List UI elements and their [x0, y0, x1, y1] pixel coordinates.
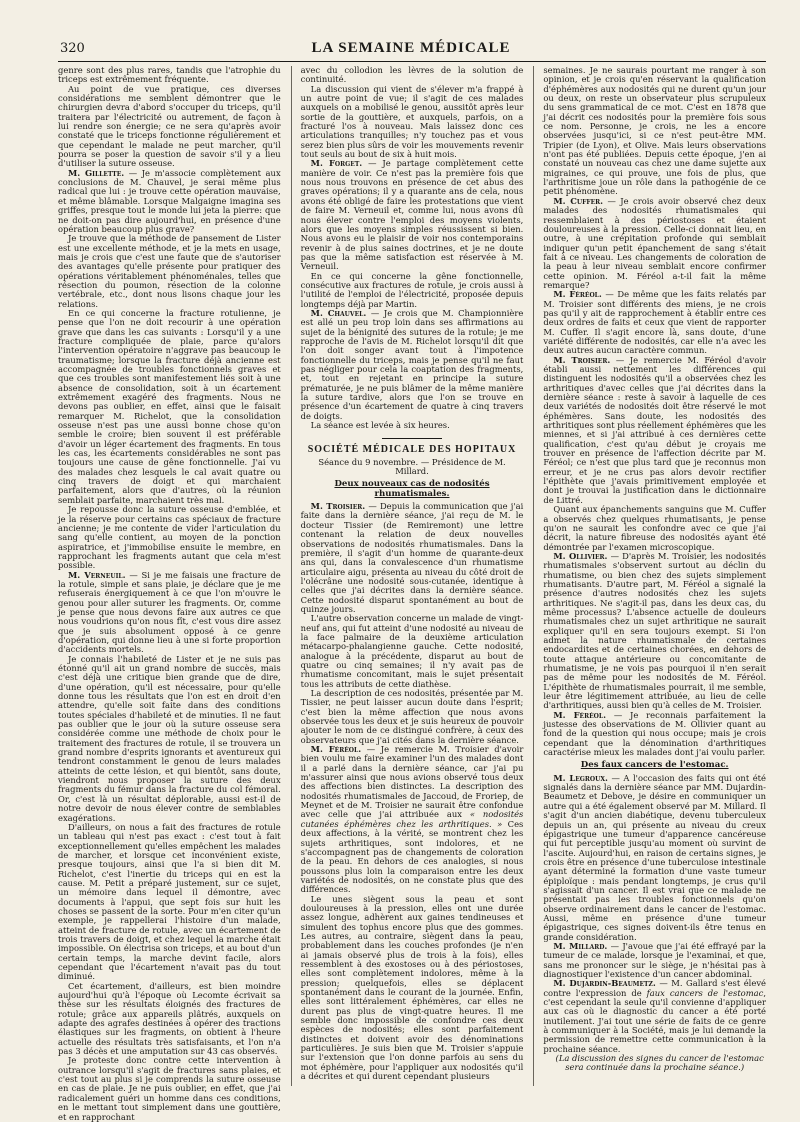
speech-text: Ces deux affections, à la vérité, se montrent chez les sujets arthritiques, sont indolores, et ne s'accompagnent pas de changements de coloration de la peau. En dehors de ces analogies, si nous poussons plus loin la comparaison entre les deux variétés de nodosités, on ne constate plus que des différences.	[300, 818, 524, 895]
speech-text: — Je remercie M. Féréol d'avoir établi aussi nettement les différences qui distinguent les nodosités qu'il a observées chez les arthritiques d'avec celles que j'ai décrites dans la dernière séance : reste à savoir à laquelle de ces deux variétés de nodosités doit être réservé le mot éphémères. Sans doute, les nodosités des arthritiques sont plus réellement éphémères que les miennes, et si j'ai attribué à ces dernières cette qualification, c'est qu'au début je croyais me trouver en présence de l'affection décrite par M. Féréol; ce n'est que plus tard que je reconnus mon erreur, et je ne crus pas alors devoir rectifier l'épithète que j'avais primitivement employée et dont je trouvai la justification dans le dictionnaire de Littré.	[543, 354, 767, 505]
speaker-name: M. Féréol.	[553, 709, 607, 720]
paragraph	[543, 197, 766, 290]
speaker-name: M. Forget.	[310, 158, 363, 169]
paragraph	[543, 711, 766, 758]
speaker-name: M. Féréol.	[553, 289, 602, 300]
speaker-name: M. Millard.	[553, 940, 608, 951]
closing-note-text: (La discussion des signes du cancer de l'estomac sera continuée dans la prochaine séance.)	[555, 1053, 764, 1073]
quoted-term: « nodosités cutanées éphémères chez les arthritiques. »	[300, 809, 524, 829]
speaker-name: M. Dujardin-Beaumetz.	[553, 978, 656, 989]
speaker-name: M. Legroux.	[553, 772, 608, 783]
speech-text: , c'est cependant la seule qu'il convienne d'appliquer aux cas où le diagnostic du cancer a été porté inutilement. J'ai tout une série de faits de ce genre à communiquer à la Société, mais je lui demande la permission de remettre cette communication à la prochaine séance.	[543, 987, 767, 1054]
paragraph: La description de ces nodosités, présentée par M. Tissier, ne peut laisser aucun doute dans l'esprit; c'est bien la même affection que nous avons observée tous les deux et je suis heureux de pouvoir ajouter le nom de ce distingué confrère, à ceux des observateurs que j'ai cités dans la dernière séance.	[300, 688, 524, 745]
paragraph	[543, 774, 766, 942]
session-line: Séance du 9 novembre. — Présidence de M. Millard.	[318, 456, 506, 477]
page-number: 320	[60, 41, 85, 56]
speaker-name: M. Troisier.	[553, 354, 611, 365]
paragraph	[301, 309, 524, 421]
column-2	[291, 66, 524, 1086]
paragraph: D'ailleurs, on nous a fait des fractures de rotule un tableau qui n'est pas exact : c'est tout à fait exceptionnellement qu'elles empêchent les malades de marcher, et lorsque cet inconvénient existe, presque toujours, ainsi que l'a si bien dit M. Richelot, c'est l'inertie du triceps qui en est la cause. M. Petit a préparé justement, sur ce sujet, un mémoire dans lequel il démontre, avec documents à l'appui, que sept fois sur huit les choses se passent de la sorte. Pour m'en citer qu'un exemple, je rappellerai l'histoire d'un malade, atteint de fracture de rotule, avec un écartement de trois travers de doigt, et chez lequel la marche était impossible. On électrisa son triceps, et au bout d'un certain temps, la marche devint facile, alors cependant que l'écartement n'avait pas du tout diminué.	[58, 821, 281, 982]
section-subtitle: Deux nouveaux cas de nodosités rhumatismales.	[334, 479, 490, 499]
column-3	[533, 66, 766, 1086]
paragraph	[58, 571, 281, 655]
column-1	[58, 65, 281, 1122]
section-divider	[382, 438, 442, 439]
speech-text: — J'avoue que j'ai été effrayé par la tumeur de ce malade, lorsque je l'examinai, et que, sans me prononcer sur le siège, je n'hésitai pas à diagnostiquer l'existence d'un cancer abdominal.	[543, 940, 767, 979]
speaker-name: M. Ollivier.	[553, 550, 608, 561]
speech-text: — Depuis la communication que j'ai faite dans la dernière séance, j'ai reçu de M. le docteur Tissier (de Remiremont) une lettre contenant la relation de deux nouvelles observations de nodosités rhumatismales. Dans la première, il s'agit d'un homme de quarante-deux ans qui, dans la convalescence d'un rhumatisme articulaire aigu, présenta au niveau du côté droit de l'olécrâne une nodosité sous-cutanée, identique à celles que j'ai décrites dans la dernière séance. Cette nodosité disparut spontanément au bout de quinze jours.	[300, 501, 524, 614]
paragraph	[58, 169, 281, 234]
page-header	[58, 40, 766, 62]
speaker-name: M. Cuffer.	[553, 195, 604, 206]
paragraph: La séance est levée à six heures.	[310, 420, 450, 431]
speech-text: — Je reconnais parfaitement la justesse des observations de M. Ollivier quant au fond de la question qui nous occupe; mais je crois cependant que la dénomination d'arthritiques caractérise mieux les malades dont j'ai voulu parler.	[543, 709, 767, 758]
text-columns	[58, 65, 767, 1122]
speech-text: — De même que les faits relatés par M. Troisier sont différents des miens, je ne crois pas qu'il y ait de rapprochement à établir entre ces deux ordres de faits et ceux que vient de rapporter M. Cuffer. Il s'agit encore là, sans doute, d'une variété différente de nodosités, car elle n'a avec les deux autres aucun caractère commun.	[543, 289, 767, 356]
speaker-name: M. Féréol.	[310, 744, 362, 755]
paragraph: En ce qui concerne la gêne fonctionnelle, consécutive aux fractures de rotule, je crois aussi à l'utilité de l'emploi de l'électricité, proposée depuis longtemps déjà par Martin.	[300, 270, 524, 309]
closing-note	[543, 1054, 766, 1073]
speaker-name: M. Troisier.	[310, 501, 366, 512]
paragraph: L'autre observation concerne un malade de vingt-neuf ans, qui fut atteint d'une nodosité au niveau de la face palmaire de la deuxième articulation métacarpo-phalangienne gauche. Cette nodosité, analogue à la précédente, disparut au bout de quatre ou cinq semaines; il n'y avait pas de rhumatisme concomitant, mais le sujet présentait tous les attributs de cette diathèse.	[300, 613, 524, 689]
paragraph	[301, 745, 524, 895]
paragraph: Au point de vue pratique, ces diverses considérations me semblent démontrer que le chirurgien devra d'abord s'occuper du triceps, qu'il traitera par l'électricité ou autrement, de façon à lui rendre son énergie; ce ne sera qu'après avoir constaté que le triceps fonctionne régulièrement et que cependant le malade ne peut marcher, qu'il pourra se poser la question de savoir s'il y a lieu d'utiliser la suture osseuse.	[58, 83, 281, 169]
paragraph	[301, 502, 524, 614]
speech-text: — D'après M. Troisier, les nodosités rhumatismales s'observent surtout au déclin du rhumatisme, ou bien chez des sujets simplement rhumatisants. D'autre part, M. Féréol a signalé la présence d'autres nodosités chez les sujets arthritiques. Ne s'agit-il pas, dans les deux cas, du même processus? L'absence actuelle de douleurs rhumatismales chez un sujet arthritique ne saurait expliquer qu'il en sera toujours exempt. Si l'on admet la nature rhumatismale de certaines endocardites et de certaines chorées, en dehors de toute attaque antérieure ou concomitante de rhumatisme, je ne vois pas pourquoi il n'en serait pas de même pour les nodosités de M. Féréol. L'épithète de rhumatismales pourrait, il me semble, leur être légitimement attribuée, au lieu de celle d'arthritiques, aussi bien qu'à celles de M. Troisier.	[543, 550, 767, 711]
paragraph: genre sont des plus rares, tandis que l'atrophie du triceps est extrêmement fréquente.	[58, 65, 281, 85]
paragraph: Je trouve que la méthode de pansement de Lister est une excellente méthode, et je la mets en usage, mais je crois que c'est une faute que de s'autoriser des avantages qu'elle présente pour pratiquer des opérations véritablement phénoménales, telles que résection du poumon, résection de la colonne vertébrale, etc., dont nous lisons chaque jour les relations.	[58, 233, 281, 309]
paragraph	[543, 356, 766, 506]
speech-text: — Je crois avoir observé chez deux malades des nodosités rhumatismales qui ressemblaient à des périostoses et étaient douloureuses à la pression. Celle-ci donnait lieu, en outre, à une crépitation profonde qui semblait indiquer qu'un petit épanchement de sang s'était fait à ce niveau. Les changements de coloration de la peau à leur niveau semblait encore confirmer cette opinion. M. Féréol a-t-il fait la même remarque?	[543, 195, 767, 290]
quoted-term: faux cancers de l'estomac	[646, 987, 764, 998]
paragraph: Quant aux épanchements sanguins que M. Cuffer a observés chez quelques rhumatisants, je pense qu'on ne saurait les confondre avec ce que j'ai décrit, la nature fibreuse des nodosités ayant été démontrée par l'examen microscopique.	[543, 504, 767, 552]
speech-text: — Je partage complètement cette manière de voir. Ce n'est pas la première fois que nous nous trouvons en présence de cet abus des graves opérations; il y a quarante ans de cela, nous avons été obligé de faire les protestations que vient de faire M. Verneuil et, comme lui, nous avons dû nous élever contre l'emploi des moyens violents, alors que les moyens simples réussissent si bien. Nous avons eu le plaisir de voir nos contemporains revenir à de plus saines doctrines, et je ne doute pas que la même satisfaction est réservée à M. Verneuil.	[300, 158, 524, 272]
speaker-name: M. Verneuil.	[68, 569, 126, 580]
paragraph: En ce qui concerne la fracture rotulienne, je pense que l'on ne doit recourir à une opération grave que dans les cas suivants : Lorsqu'il y a une fracture compliquée de plaie, parce qu'alors l'intervention opératoire n'aggrave pas beaucoup le traumatisme; lorsque la fracture déjà ancienne est accompagnée de troubles fonctionnels graves et que ces troubles sont manifestement liés soit à une absence de consolidation, soit à un écartement extrêmement exagéré des fragments. Nous ne devons pas oublier, en effet, ainsi que le faisait remarquer M. Richelot, que la consolidation osseuse n'est pas une aussi bonne chose qu'on semble le croire; bien souvent il est préférable d'avoir un léger écartement des fragments. En tous les cas, les écartements considérables ne sont pas toujours une cause de gêne fonctionnelle. J'ai vu des malades chez lesquels le cal avait quatre ou cinq travers de doigt et qui marchaient parfaitement, alors que d'autres, où la réunion semblait parfaite, marchaient très mal.	[58, 307, 281, 505]
paragraph: Le unes siègent sous la peau et sont douloureuses à la pression, elles ont une durée assez longue, adhèrent aux gaines tendineuses et simulent des tophus encore plus que des gommes. Les autres, au contraire, siègent dans la peau, probablement dans les couches profondes (je n'en ai jamais observé plus de trois à la fois), elles ressemblent à des exostoses ou à des périostoses, elles sont complètement indolores, même à la pression; quelquefois, elles se déplacent spontanément dans le courant de la journée. Enfin, elles sont littéralement éphémères, car elles ne durent pas plus de vingt-quatre heures. Il me semble donc impossible de confondre ces deux espèces de nodosités; elles sont parfaitement distinctes et doivent avoir des dénominations particulières. Je suis bien que M. Troisier s'appuie sur l'extension que l'on donne parfois au sens du mot éphémère, pour l'appliquer aux nodosités qu'il a décrites et qui durent cependant plusieurs	[300, 893, 524, 1082]
speech-text: — Si je me faisais une fracture de la rotule, simple et sans plaie, je déclare que je me refuserais énergiquement à ce que l'on m'ouvre le genou pour aller suturer les fragments. Or, comme je pense que nous devons faire aux autres ce que nous voudrions qu'on nous fît, c'est vous dire assez que je suis absolument opposé à ce genre d'opération, qui donne lieu à une si forte proportion d'accidents mortels.	[58, 569, 281, 655]
speech-text: — A l'occasion des faits qui ont été signalés dans la dernière séance par MM. Dujardin-Beaumetz et Debove, je désire en communiquer un autre qui a été également observé par M. Millard. Il s'agit d'un ancien diabétique, devenu tuberculeux depuis un an, qui présente au niveau du creux épigastrique une tumeur d'apparence cancéreuse qui fut perceptible jusqu'au moment où survint de l'ascite. Aujourd'hui, en raison de certains signes, je crois être en présence d'une tuberculose intestinale ayant déterminé la formation d'une vaste tumeur épiploïque : mais pendant longtemps, je crus qu'il s'agissait d'un cancer. Il est vrai que ce malade ne présentait pas les troubles fonctionnels qu'on observe ordinairement dans le cancer de l'estomac. Aussi, même en présence d'une tumeur épigastrique, ces signes doivent-ils être tenus en grande considération.	[543, 772, 767, 942]
section-subtitle: Des faux cancers de l'estomac.	[580, 760, 729, 771]
paragraph: Je repousse donc la suture osseuse d'emblée, et je la réserve pour certains cas spéciaux de fracture ancienne; je me contente de vider l'articulation du sang qu'elle contient, au moyen de la ponction aspiratrice, et j'immobilise ensuite le membre, en rapprochant les fragments autant que cela m'est possible.	[58, 504, 281, 571]
speech-text: — Je remercie M. Troisier d'avoir bien voulu me faire examiner l'un des malades dont il a parlé dans la dernière séance, car j'ai pu m'assurer ainsi que nous avions observé tous deux des affections bien distinctes. La description des nodosités rhumatismales de Jaccoud, de Froriep, de Meynet et de M. Troisier ne saurait être confondue avec celle que j'ai attribuée aux	[300, 744, 524, 820]
paragraph	[543, 290, 766, 355]
paragraph: Je connais l'habileté de Lister et je ne suis pas étonné qu'il ait un grand nombre de succès, mais c'est déjà une critique bien grande que de dire, d'une opération, qu'il est nécessaire, pour qu'elle donne tous les résultats que l'on est en droit d'en attendre, qu'elle soit faite dans des conditions toutes spéciales d'habileté et de minuties. Il ne faut pas oublier que le jour où la suture osseuse sera considérée comme une méthode de choix pour le traitement des fractures de rotule, il se trouvera un grand nombre d'esprits ignorants et aventureux qui tendront constamment le genou de leurs malades atteints de cette lésion, et qui bientôt, sans doute, viendront nous proposer la suture des deux fragments du fémur dans la fracture du col fémoral. Or, c'est là un résultat déplorable, aussi est-il de notre devoir de nous élever contre de semblables exagérations.	[58, 653, 281, 823]
paragraph	[543, 552, 766, 711]
paragraph	[301, 159, 524, 271]
paragraph: Cet écartement, d'ailleurs, est bien moindre aujourd'hui qu'à l'époque où Lecomte écrivait sa thèse sur les résultats éloignés des fractures de rotule; grâce aux appareils plâtrés, auxquels on adapte des agrafes destinées à opérer des tractions élastiques sur les fragments, on obtient à l'heure actuelle des résultats très satisfaisants, et l'on n'a pas 3 décès et une amputation sur 43 cas observés.	[58, 980, 281, 1057]
speech-text: — Je crois que M. Championnière est allé un peu trop loin dans ses affirmations au sujet de la bénignité des sutures de la rotule; je me rapproche de l'avis de M. Richelot lorsqu'il dit que l'on doit songer avant tout à l'impotence fonctionnelle du triceps, mais je pense qu'il ne faut pas négliger pour cela la coaptation des fragments, et, tout en rejetant en principe la suture prématurée, je ne puis blâmer de la même manière la suture tardive, alors que l'on se trouve en présence d'un écartement de quatre à cinq travers de doigts.	[300, 307, 524, 421]
speaker-name: M. Chauvel.	[310, 307, 367, 318]
speech-text: — M. Gallard s'est élevé contre l'expression de	[543, 978, 767, 998]
paragraph: avec du collodion les lèvres de la solution de continuité.	[300, 65, 524, 85]
paragraph: semaines. Je ne saurais pourtant me ranger à son opinion, et je crois qu'en réservant la qualification d'éphémères aux nodosités qui ne durent qu'un jour ou deux, on reste un observateur plus scrupuleux du sens grammatical de ce mot. C'est en 1878 que j'ai décrit ces nodosités pour la première fois sous ce nom. Personne, je crois, ne les a encore observées jusqu'ici, si ce n'est peut-être MM. Tripier (de Lyon), et Olive. Mais leurs observations n'ont pas été publiées. Depuis cette époque, j'en ai constaté un nouveau cas chez une dame sujette aux migraines, ce qui prouve, une fois de plus, que l'arthritisme joue un rôle dans la pathogénie de ce petit phénomène.	[543, 65, 767, 197]
speaker-name: M. Gillette.	[68, 167, 125, 178]
paragraph: La discussion qui vient de s'élever m'a frappé à un autre point de vue; il s'agit de ces malades auxquels on a mobilisé le genou, aussitôt après leur sortie de la gouttière, et auxquels, parfois, on a fracturé l'os à nouveau. Mais laissez donc ces articulations tranquilles; n'y touchez pas et vous serez bien plus sûrs de voir les mouvements revenir tout seuls au bout de six à huit mois.	[300, 83, 524, 160]
paragraph	[543, 942, 766, 979]
journal-title: LA SEMAINE MÉDICALE	[311, 40, 511, 56]
speech-text: — Je m'associe complètement aux conclusions de M. Chauvel, je serai même plus radical que lui : je trouve cette opération mauvaise, et même blâmable. Lorsque Malgaigne imagina ses griffes, presque tout le monde lui jeta la pierre: que ne doit-on pas dire aujourd'hui, en présence d'une opération beaucoup plus grave?	[58, 167, 281, 234]
paragraph	[543, 979, 766, 1054]
society-title: SOCIÉTÉ MÉDICALE DES HOPITAUX	[307, 444, 517, 456]
paragraph: Je proteste donc contre cette intervention à outrance lorsqu'il s'agit de fractures sans plaies, et c'est tout au plus si je comprends la suture osseuse en cas de plaie. Je ne puis oublier, en effet, que j'ai radicalement guéri un homme dans ces conditions, en le mettant tout simplement dans une gouttière, et en rapprochant	[58, 1055, 281, 1122]
